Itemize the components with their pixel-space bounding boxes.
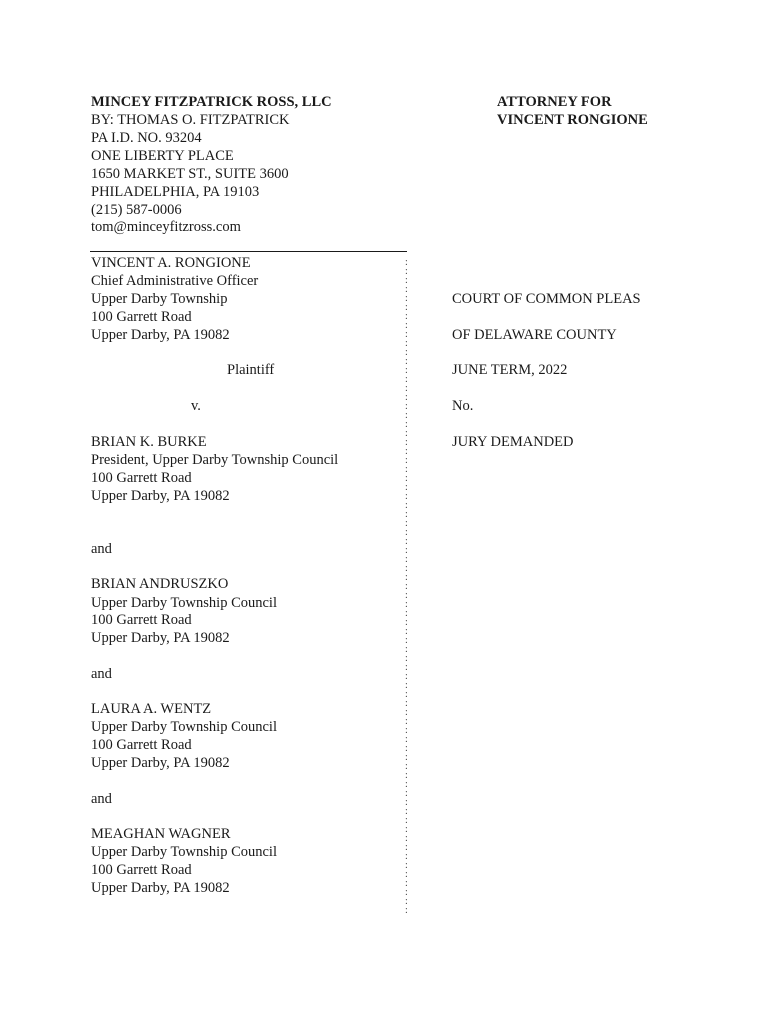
caption-colon: : (405, 581, 408, 592)
caption-colon: : (405, 347, 408, 358)
caption-colon: : (405, 275, 408, 286)
court-county: OF DELAWARE COUNTY (452, 327, 617, 343)
caption-colon: : (405, 392, 408, 403)
firm-name: MINCEY FITZPATRICK ROSS, LLC (91, 94, 332, 110)
caption-colon: : (405, 707, 408, 718)
caption-rule (90, 251, 407, 252)
defendant-title: President, Upper Darby Township Council (91, 452, 339, 468)
caption-colon: : (405, 896, 408, 907)
defendant-name: MEAGHAN WAGNER (91, 826, 231, 842)
caption-colon: : (405, 563, 408, 574)
case-number: No. (452, 398, 474, 414)
defendant-city: Upper Darby, PA 19082 (91, 880, 230, 896)
caption-colon: : (405, 617, 408, 628)
caption-colon: : (405, 302, 408, 313)
caption-colon: : (405, 680, 408, 691)
caption-colon: : (405, 491, 408, 502)
caption-colon: : (405, 293, 408, 304)
address-line-1: ONE LIBERTY PLACE (91, 148, 234, 164)
caption-colon: : (405, 419, 408, 430)
defendant-street: 100 Garrett Road (91, 470, 192, 486)
caption-colon-column (405, 258, 413, 914)
email: tom@minceyfitzross.com (91, 219, 241, 235)
caption-colon: : (405, 509, 408, 520)
defendant-name: LAURA A. WENTZ (91, 701, 212, 717)
caption-colon: : (405, 437, 408, 448)
caption-colon: : (405, 554, 408, 565)
caption-colon: : (405, 383, 408, 394)
caption-colon: : (405, 824, 408, 835)
caption-colon: : (405, 464, 408, 475)
caption-colon: : (405, 779, 408, 790)
caption-colon: : (405, 410, 408, 421)
caption-colon: : (405, 860, 408, 871)
caption-colon: : (405, 851, 408, 862)
caption-colon: : (405, 446, 408, 457)
defendant-city: Upper Darby, PA 19082 (91, 630, 230, 646)
caption-colon: : (405, 842, 408, 853)
caption-colon: : (405, 311, 408, 322)
caption-colon: : (405, 500, 408, 511)
defendant-street: 100 Garrett Road (91, 737, 192, 753)
and-separator: and (91, 541, 112, 557)
plaintiff-name: VINCENT A. RONGIONE (91, 255, 251, 271)
caption-colon: : (405, 401, 408, 412)
caption-colon: : (405, 455, 408, 466)
address-line-2: 1650 MARKET ST., SUITE 3600 (91, 166, 289, 182)
plaintiff-title: Chief Administrative Officer (91, 273, 259, 289)
caption-colon: : (405, 356, 408, 367)
caption-colon: : (405, 797, 408, 808)
court-name: COURT OF COMMON PLEAS (452, 291, 641, 307)
attorney-for-label: ATTORNEY FOR (497, 94, 612, 110)
caption-colon: : (405, 662, 408, 673)
attorney-by: BY: THOMAS O. FITZPATRICK (91, 112, 290, 128)
caption-colon: : (405, 716, 408, 727)
caption-colon: : (405, 482, 408, 493)
caption-colon: : (405, 671, 408, 682)
jury-demand: JURY DEMANDED (452, 434, 574, 450)
caption-colon: : (405, 365, 408, 376)
court-term: JUNE TERM, 2022 (452, 362, 568, 378)
defendant-name: BRIAN K. BURKE (91, 434, 207, 450)
caption-colon: : (405, 788, 408, 799)
defendant-city: Upper Darby, PA 19082 (91, 488, 230, 504)
caption-colon: : (405, 725, 408, 736)
defendant-title: Upper Darby Township Council (91, 595, 277, 611)
caption-colon: : (405, 338, 408, 349)
defendant-title: Upper Darby Township Council (91, 719, 277, 735)
caption-colon: : (405, 527, 408, 538)
caption-colon: : (405, 869, 408, 880)
caption-colon: : (405, 644, 408, 655)
caption-colon: : (405, 536, 408, 547)
defendant-name: BRIAN ANDRUSZKO (91, 576, 229, 592)
caption-colon: : (405, 266, 408, 277)
caption-colon: : (405, 698, 408, 709)
and-separator: and (91, 666, 112, 682)
caption-colon: : (405, 689, 408, 700)
caption-colon: : (405, 878, 408, 889)
defendant-street: 100 Garrett Road (91, 862, 192, 878)
defendant-title: Upper Darby Township Council (91, 844, 277, 860)
caption-colon: : (405, 599, 408, 610)
caption-colon: : (405, 752, 408, 763)
caption-colon: : (405, 320, 408, 331)
caption-colon: : (405, 653, 408, 664)
attorney-for-name: VINCENT RONGIONE (497, 112, 648, 128)
and-separator: and (91, 791, 112, 807)
caption-colon: : (405, 572, 408, 583)
caption-colon: : (405, 635, 408, 646)
caption-colon: : (405, 518, 408, 529)
caption-colon: : (405, 887, 408, 898)
plaintiff-street: 100 Garrett Road (91, 309, 192, 325)
caption-colon: : (405, 626, 408, 637)
caption-colon: : (405, 473, 408, 484)
caption-colon: : (405, 770, 408, 781)
address-city: PHILADELPHIA, PA 19103 (91, 184, 260, 200)
caption-colon: : (405, 806, 408, 817)
defendant-street: 100 Garrett Road (91, 612, 192, 628)
caption-colon: : (405, 590, 408, 601)
defendant-city: Upper Darby, PA 19082 (91, 755, 230, 771)
plaintiff-city: Upper Darby, PA 19082 (91, 327, 230, 343)
caption-colon: : (405, 608, 408, 619)
caption-colon: : (405, 743, 408, 754)
versus: v. (191, 398, 201, 414)
caption-colon: : (405, 428, 408, 439)
pa-id: PA I.D. NO. 93204 (91, 130, 202, 146)
phone: (215) 587-0006 (91, 202, 182, 218)
caption-colon: : (405, 284, 408, 295)
caption-colon: : (405, 905, 408, 916)
caption-colon: : (405, 329, 408, 340)
caption-colon: : (405, 761, 408, 772)
caption-colon: : (405, 545, 408, 556)
caption-colon: : (405, 374, 408, 385)
plaintiff-role: Plaintiff (227, 362, 275, 378)
caption-colon: : (405, 734, 408, 745)
caption-colon: : (405, 815, 408, 826)
caption-colon: : (405, 833, 408, 844)
caption-colon: : (405, 257, 408, 268)
plaintiff-org: Upper Darby Township (91, 291, 228, 307)
